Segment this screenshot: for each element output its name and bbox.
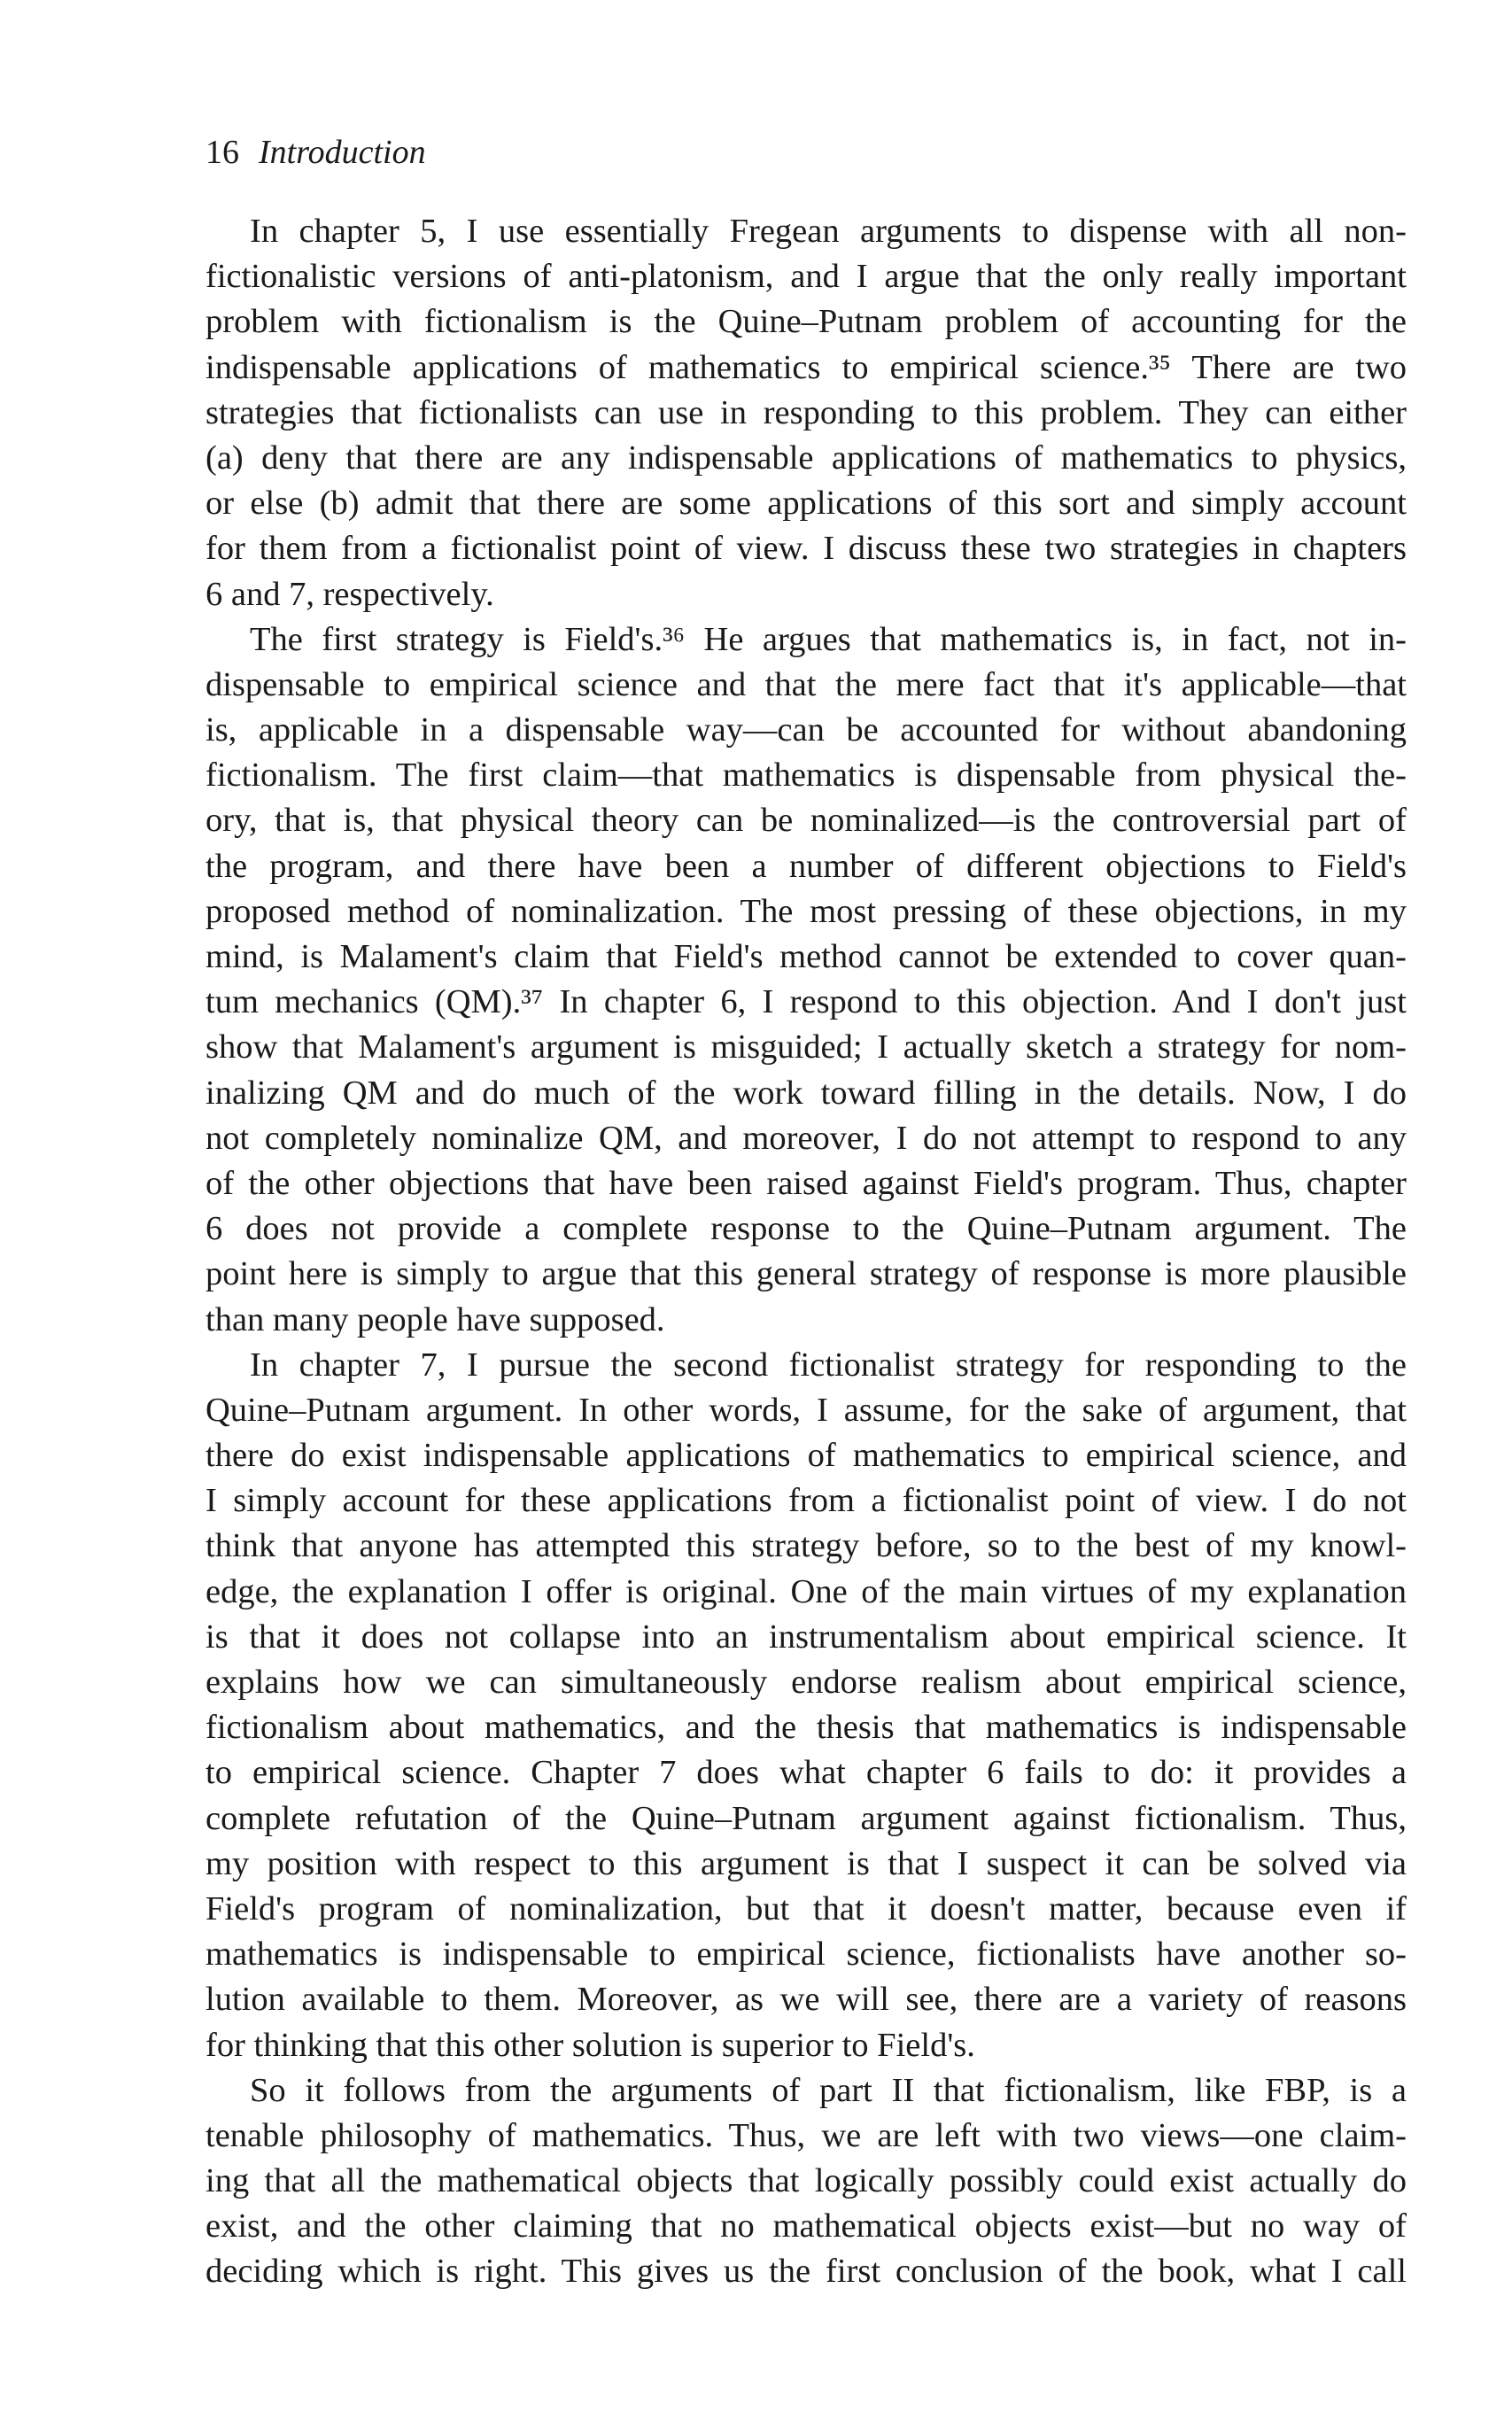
text-line xyxy=(205,1932,1407,1977)
text-line xyxy=(205,2249,1407,2294)
text-line-content: In chapter 7, I pursue the second fictionalist strategy for responding to the xyxy=(250,1346,1407,1384)
text-line xyxy=(205,1388,1407,1433)
text-line xyxy=(205,708,1407,753)
text-line-content: not completely nominalize QM, and moreover, I do not attempt to respond to any xyxy=(205,1119,1407,1157)
text-line xyxy=(205,980,1407,1025)
text-line-content: ory, that is, that physical theory can be nominalized—is the controversial part of xyxy=(205,802,1407,840)
text-line xyxy=(205,2204,1407,2249)
text-line xyxy=(205,753,1407,798)
text-line xyxy=(205,1161,1407,1206)
text-line-content: fictionalistic versions of anti-platonism, and I argue that the only really important xyxy=(205,258,1407,296)
text-line xyxy=(205,1660,1407,1705)
text-line xyxy=(205,1796,1407,1842)
text-line-content: mind, is Malament's claim that Field's method cannot be extended to cover quan- xyxy=(205,938,1407,975)
text-line-content: 6 does not provide a complete response to the Quine–Putnam argument. The xyxy=(205,1210,1407,1248)
text-line-content: I simply account for these applications from a fictionalist point of view. I do not xyxy=(205,1482,1407,1520)
text-line-content: explains how we can simultaneously endorse realism about empirical science, xyxy=(205,1664,1407,1701)
text-line xyxy=(205,345,1407,391)
text-line xyxy=(205,663,1407,708)
text-line xyxy=(205,889,1407,935)
text-line-content: (a) deny that there are any indispensable applications of mathematics to physics, xyxy=(205,438,1407,477)
text-line-content: there do exist indispensable applications of mathematics to empirical science, and xyxy=(205,1437,1407,1475)
text-line xyxy=(205,526,1407,571)
text-line xyxy=(205,1252,1407,1297)
text-line-content: Field's program of nominalization, but that it doesn't matter, because even if xyxy=(205,1889,1407,1927)
page-number: 16 xyxy=(205,134,239,171)
text-line-content: deciding which is right. This gives us the first conclusion of the book, what I call xyxy=(205,2253,1407,2291)
text-line xyxy=(205,1071,1407,1116)
text-line-content: fictionalism about mathematics, and the thesis that mathematics is indispensable xyxy=(205,1709,1407,1747)
text-line xyxy=(205,1524,1407,1569)
text-line-content: mathematics is indispensable to empirical science, fictionalists have another so- xyxy=(205,1935,1407,1974)
running-head xyxy=(205,131,426,174)
text-line xyxy=(205,1478,1407,1524)
text-line xyxy=(205,572,1407,617)
text-line-content: edge, the explanation I offer is original. One of the main virtues of my explanation xyxy=(205,1572,1407,1610)
text-line xyxy=(205,1433,1407,1478)
text-line xyxy=(205,1615,1407,1660)
text-line-content: lution available to them. Moreover, as we will see, there are a variety of reasons xyxy=(205,1981,1407,2019)
text-line-content: my position with respect to this argument is that I suspect it can be solved via xyxy=(205,1844,1407,1882)
text-line xyxy=(205,2068,1407,2114)
text-line xyxy=(205,2114,1407,2159)
text-line xyxy=(205,2023,1407,2068)
text-line-content: is, applicable in a dispensable way—can be accounted for without abandoning xyxy=(205,711,1407,749)
text-line xyxy=(205,254,1407,299)
text-line xyxy=(205,1842,1407,1887)
text-line-content: think that anyone has attempted this strategy before, so to the best of my knowl- xyxy=(205,1527,1407,1565)
text-line-content: So it follows from the arguments of part II that fictionalism, like FBP, is a xyxy=(250,2071,1407,2109)
text-line-content: for thinking that this other solution is superior to Field's. xyxy=(205,2026,975,2064)
text-line xyxy=(205,1025,1407,1070)
text-line-content: than many people have supposed. xyxy=(205,1300,665,1338)
text-line xyxy=(205,391,1407,436)
text-line-content: the program, and there have been a number of different objections to Field's xyxy=(205,847,1407,885)
text-line-content: point here is simply to argue that this general strategy of response is more plausible xyxy=(205,1255,1407,1293)
text-line-content: complete refutation of the Quine–Putnam argument against fictionalism. Thus, xyxy=(205,1799,1407,1837)
text-line xyxy=(205,1887,1407,1932)
text-line xyxy=(205,1298,1407,1343)
text-line xyxy=(205,209,1407,254)
text-line-content: indispensable applications of mathematics to empirical science.³⁵ There are two xyxy=(205,348,1407,386)
text-line xyxy=(205,1343,1407,1388)
text-line-content: is that it does not collapse into an instrumentalism about empirical science. It xyxy=(205,1617,1407,1656)
text-line-content: Quine–Putnam argument. In other words, I assume, for the sake of argument, that xyxy=(205,1391,1407,1429)
text-line-content: inalizing QM and do much of the work toward filling in the details. Now, I do xyxy=(205,1074,1407,1112)
section-title: Introduction xyxy=(259,134,426,171)
text-line xyxy=(205,935,1407,980)
text-line xyxy=(205,1570,1407,1615)
text-line-content: show that Malament's argument is misguided; I actually sketch a strategy for nom- xyxy=(205,1028,1407,1067)
text-line xyxy=(205,1977,1407,2022)
text-line-content: tenable philosophy of mathematics. Thus, we are left with two views—one claim- xyxy=(205,2116,1407,2154)
text-line-content: or else (b) admit that there are some applications of this sort and simply account xyxy=(205,485,1407,523)
text-line xyxy=(205,2159,1407,2204)
text-line xyxy=(205,299,1407,345)
text-line-content: to empirical science. Chapter 7 does what chapter 6 fails to do: it provides a xyxy=(205,1754,1407,1792)
text-line xyxy=(205,844,1407,889)
book-page xyxy=(205,0,1407,2420)
text-line-content: fictionalism. The first claim—that mathematics is dispensable from physical the- xyxy=(205,756,1407,795)
text-line xyxy=(205,798,1407,843)
text-line xyxy=(205,1705,1407,1750)
text-line xyxy=(205,617,1407,663)
text-line-content: strategies that fictionalists can use in responding to this problem. They can either xyxy=(205,393,1407,431)
text-line-content: proposed method of nominalization. The most pressing of these objections, in my xyxy=(205,892,1407,930)
text-line-content: tum mechanics (QM).³⁷ In chapter 6, I respond to this objection. And I don't just xyxy=(205,983,1407,1021)
text-line-content: problem with fictionalism is the Quine–Putnam problem of accounting for the xyxy=(205,303,1407,341)
text-line-content: for them from a fictionalist point of view. I discuss these two strategies in chapters xyxy=(205,530,1407,568)
body-text xyxy=(205,209,1407,2295)
text-line-content: In chapter 5, I use essentially Fregean arguments to dispense with all non- xyxy=(250,213,1407,250)
text-line xyxy=(205,1206,1407,1252)
text-line-content: ing that all the mathematical objects that logically possibly could exist actually do xyxy=(205,2162,1407,2200)
text-line xyxy=(205,1750,1407,1796)
text-line-content: 6 and 7, respectively. xyxy=(205,575,494,613)
text-line-content: The first strategy is Field's.³⁶ He argues that mathematics is, in fact, not in- xyxy=(250,620,1407,658)
text-line-content: dispensable to empirical science and that the mere fact that it's applicable—that xyxy=(205,665,1407,703)
text-line-content: of the other objections that have been raised against Field's program. Thus, chapter xyxy=(205,1164,1407,1202)
text-line-content: exist, and the other claiming that no mathematical objects exist—but no way of xyxy=(205,2207,1407,2245)
text-line xyxy=(205,436,1407,481)
text-line xyxy=(205,1116,1407,1161)
text-line xyxy=(205,481,1407,526)
